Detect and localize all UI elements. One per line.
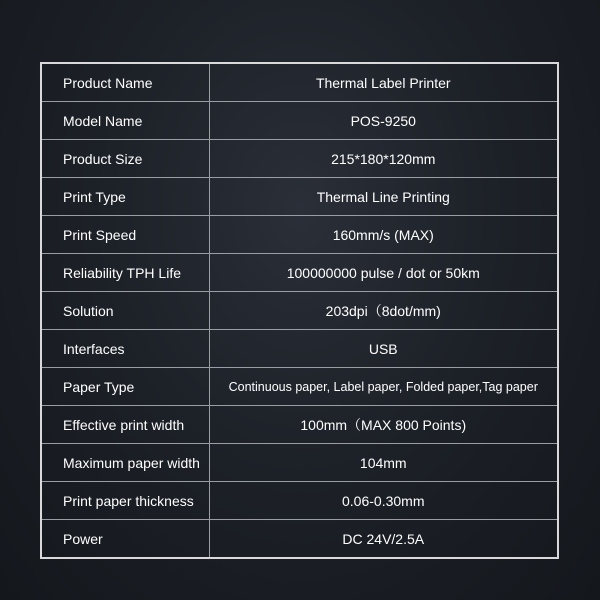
spec-label: Print Speed	[41, 216, 209, 254]
spec-label: Print paper thickness	[41, 482, 209, 520]
spec-value: 215*180*120mm	[209, 140, 558, 178]
spec-value: DC 24V/2.5A	[209, 520, 558, 559]
spec-value: Thermal Line Printing	[209, 178, 558, 216]
spec-value: 100mm（MAX 800 Points)	[209, 406, 558, 444]
spec-label: Model Name	[41, 102, 209, 140]
table-row	[41, 330, 558, 368]
table-row	[41, 520, 558, 559]
spec-value: Continuous paper, Label paper, Folded paper,Tag paper	[209, 368, 558, 406]
spec-value: POS-9250	[209, 102, 558, 140]
spec-label: Solution	[41, 292, 209, 330]
table-row	[41, 178, 558, 216]
spec-label: Power	[41, 520, 209, 559]
spec-label: Effective print width	[41, 406, 209, 444]
table-row	[41, 102, 558, 140]
spec-label: Interfaces	[41, 330, 209, 368]
spec-label: Product Size	[41, 140, 209, 178]
spec-label: Product Name	[41, 63, 209, 102]
spec-label: Maximum paper width	[41, 444, 209, 482]
table-row	[41, 292, 558, 330]
spec-label: Print Type	[41, 178, 209, 216]
table-row	[41, 444, 558, 482]
table-row	[41, 406, 558, 444]
spec-value: 203dpi（8dot/mm)	[209, 292, 558, 330]
table-row	[41, 254, 558, 292]
spec-value: USB	[209, 330, 558, 368]
spec-label: Reliability TPH Life	[41, 254, 209, 292]
table-row	[41, 63, 558, 102]
spec-value: 100000000 pulse / dot or 50km	[209, 254, 558, 292]
spec-value: Thermal Label Printer	[209, 63, 558, 102]
table-row	[41, 216, 558, 254]
spec-label: Paper Type	[41, 368, 209, 406]
spec-table	[40, 62, 559, 559]
table-row	[41, 482, 558, 520]
table-row	[41, 368, 558, 406]
spec-value: 104mm	[209, 444, 558, 482]
spec-value: 160mm/s (MAX)	[209, 216, 558, 254]
table-row	[41, 140, 558, 178]
spec-value: 0.06-0.30mm	[209, 482, 558, 520]
